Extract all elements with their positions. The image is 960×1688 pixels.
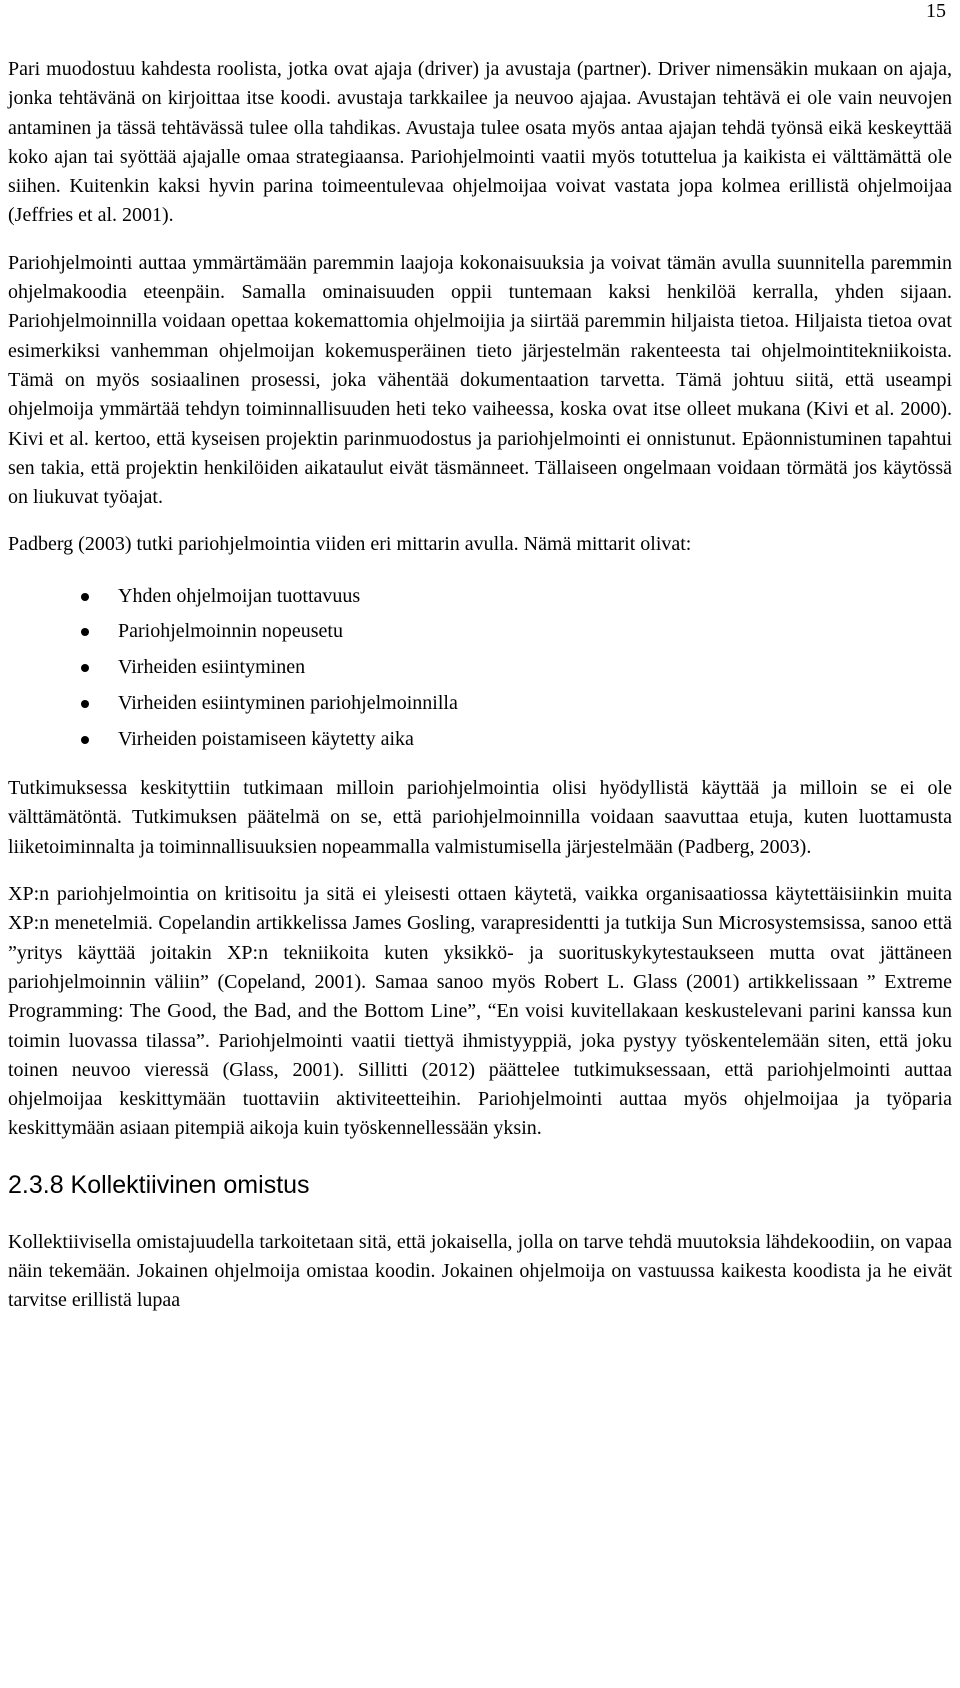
list-item-text: Virheiden poistamiseen käytetty aika [118, 727, 414, 750]
list-item [8, 614, 952, 650]
body-text [8, 55, 952, 1316]
list-item-text: Yhden ohjelmoijan tuottavuus [118, 584, 361, 607]
list-item [8, 650, 952, 686]
list-item-text: Virheiden esiintyminen pariohjelmoinnilla [118, 691, 458, 714]
paragraph-criticism: XP:n pariohjelmointia on kritisoitu ja sitä ei yleisesti ottaen käytetä, vaikka organisaatiossa käytettäisiinkin muita XP:n menetelmiä. Copelandin artikkelissa James Gosling, varapresidentti ja tutkija Sun Microsystemsissa, sanoo että ”yritys käyttää joitakin XP:n tekniikoita kuten yksikkö- ja suorituskykytestaukseen mutta ovat jättäneen pariohjelmoinnin väliin” (Copeland, 2001). Samaa sanoo myös Robert L. Glass (2001) artikkelissaan ” Extreme Programming: The Good, the Bad, and the Bottom Line”, “En voisi kuvitellakaan keskustelevani parini kanssa kun toimin luovassa tilassa”. Pariohjelmointi vaatii tiettyä ihmistyyppiä, joka pystyy työskentelemään siten, että joku toinen neuvoo vieressä (Glass, 2001). Sillitti (2012) päättelee tutkimuksessaan, että pariohjelmointi auttaa ohjelmoijaa keskittymään tuottaviin aktiviteetteihin. Pariohjelmointi auttaa myös ohjelmoijaa ja työparia keskittymään asiaan pitempiä aikoja kuin työskennellessään yksin. [8, 883, 952, 1140]
bullet-icon [81, 736, 89, 744]
paragraph-pair-benefits: Pariohjelmointi auttaa ymmärtämään paremmin laajoja kokonaisuuksia ja voivat tämän avulla suunnitella paremmin ohjelmakoodia eteenpäin. Samalla ominaisuuden oppii tuntemaan kaksi henkilöä kerralla, yhden sijaan. Pariohjelmoinnilla voidaan opettaa kokemattomia ohjelmoijia ja siirtää paremmin hiljaista tietoa. Hiljaista tietoa ovat esimerkiksi vanhemman ohjelmoijan kokemusperäinen tieto järjestelmän rakenteesta tai ohjelmointitekniikoista. Tämä on myös sosiaalinen prosessi, joka vähentää dokumentaation tarvetta. Tämä johtuu siitä, että useampi ohjelmoija ymmärtää tehdyn toiminnallisuuden heti teko vaiheessa, koska ovat itse olleet mukana (Kivi et al. 2000). Kivi et al. kertoo, että kyseisen projektin parinmuodostus ja pariohjelmointi ei onnistunut. Epäonnistuminen tapahtui sen takia, että projektin henkilöiden aikataulut eivät täsmänneet. Tällaiseen ongelmaan voidaan törmätä jos käytössä on liukuvat työajat. [8, 251, 952, 509]
list-item [8, 579, 952, 615]
paragraph-padberg-conclusion: Tutkimuksessa keskityttiin tutkimaan milloin pariohjelmointia olisi hyödyllistä käyttää ja milloin se ei ole välttämätöntä. Tutkimuksen päätelmä on se, että pariohjelmoinnilla voidaan saavuttaa etuja, kuten luottamusta liiketoiminnalta ja toiminnallisuuksien nopeammalla valmistumisella järjestelmään (Padberg, 2003). [8, 777, 952, 858]
list-item [8, 722, 952, 758]
paragraph-collective-ownership: Kollektiivisella omistajuudella tarkoitetaan sitä, että jokaisella, jolla on tarve tehdä muutoksia lähdekoodiin, on vapaa näin tekemään. Jokainen ohjelmoija omistaa koodin. Jokainen ohjelmoija on vastuussa kaikesta koodista ja he eivät tarvitse erillistä lupaa [8, 1230, 952, 1312]
bullet-icon [81, 593, 89, 601]
list-item [8, 686, 952, 722]
bullet-icon [81, 700, 89, 708]
bullet-icon [81, 628, 89, 636]
paragraph-padberg-intro: Padberg (2003) tutki pariohjelmointia viiden eri mittarin avulla. Nämä mittarit olivat: [8, 533, 692, 556]
list-item-text: Pariohjelmoinnin nopeusetu [118, 620, 343, 643]
section-heading: 2.3.8 Kollektiivinen omistus [8, 1170, 310, 1199]
list-item-text: Virheiden esiintyminen [118, 656, 306, 679]
paragraph-pair-roles: Pari muodostuu kahdesta roolista, jotka ovat ajaja (driver) ja avustaja (partner). Driver nimensäkin mukaan on ajaja, jonka tehtävänä on kirjoittaa itse koodi. avustaja tarkkailee ja neuvoo ajajaa. Avustajan tehtävä ei ole vain neuvojen antaminen ja tässä tehtävässä tulee olla tahdikas. Avustaja tulee osata myös antaa ajajan tehdä työnsä eikä keskeyttää koko ajan tai syöttää ajajalle omaa strategiaansa. Pariohjelmointi vaatii myös totuttelua ja kaikista ei välttämättä ole siihen. Kuitenkin kaksi hyvin parina toimeentulevaa ohjelmoijaa voivat vastata jopa kolmea erillistä ohjelmoijaa (Jeffries et al. 2001). [8, 58, 952, 227]
bullet-icon [81, 664, 89, 672]
page-number: 15 [926, 0, 946, 22]
metrics-list [8, 579, 952, 757]
